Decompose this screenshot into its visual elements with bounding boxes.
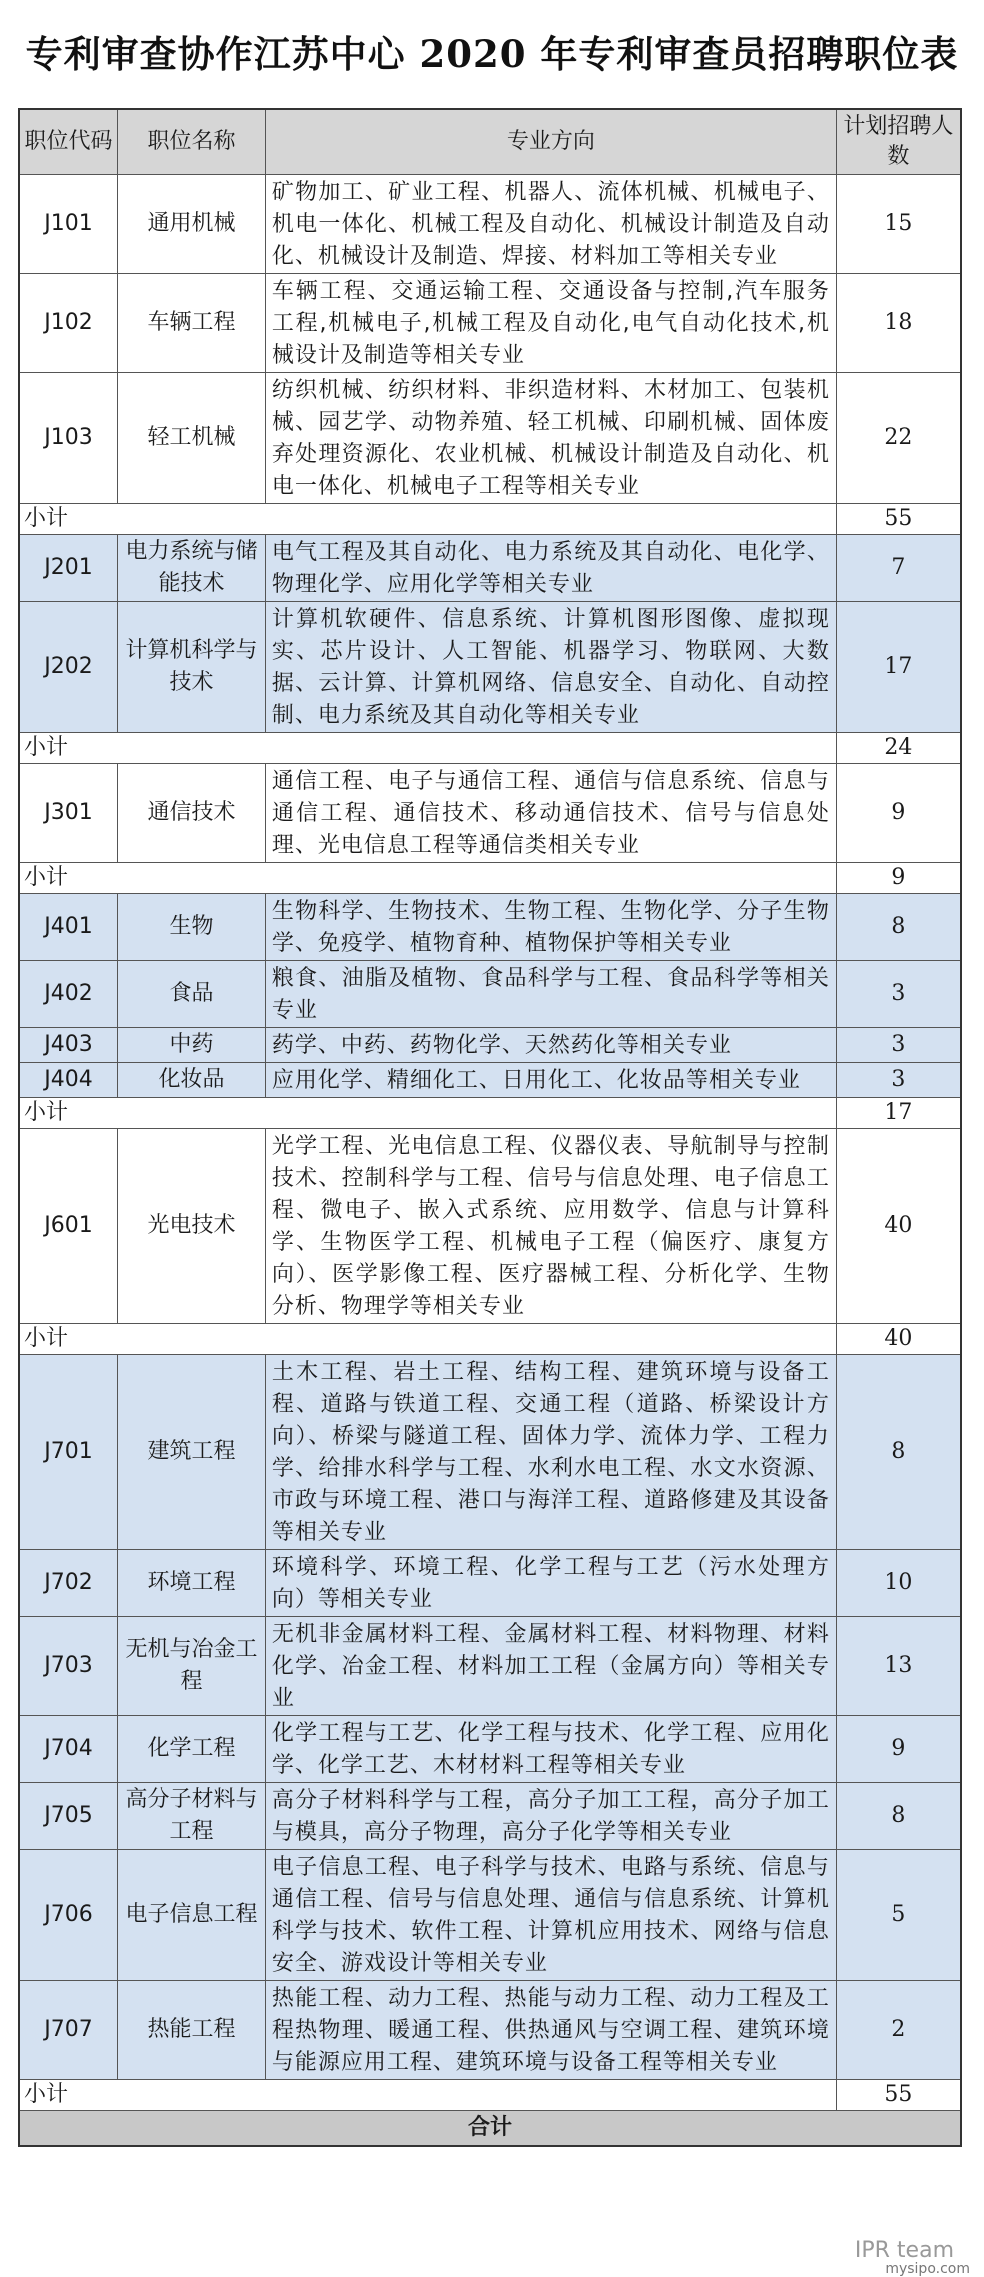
position-code: J706: [19, 1850, 118, 1981]
position-code: J701: [19, 1355, 118, 1550]
position-code: J403: [19, 1028, 118, 1063]
major-direction: 热能工程、动力工程、热能与动力工程、动力工程及工程热物理、暖通工程、供热通风与空调工程、建筑环境与能源应用工程、建筑环境与设备工程等相关专业: [265, 1981, 836, 2080]
subtotal-label: 小计: [19, 504, 836, 535]
position-name: 环境工程: [118, 1550, 266, 1617]
position-name: 化妆品: [118, 1063, 266, 1098]
planned-count: 2: [836, 1981, 961, 2080]
position-code: J103: [19, 373, 118, 504]
position-name: 建筑工程: [118, 1355, 266, 1550]
subtotal-value: 24: [836, 733, 961, 764]
major-direction: 应用化学、精细化工、日用化工、化妆品等相关专业: [265, 1063, 836, 1098]
table-row: [19, 1355, 961, 1550]
position-name: 计算机科学与技术: [118, 602, 266, 733]
planned-count: 7: [836, 535, 961, 602]
position-name: 光电技术: [118, 1129, 266, 1324]
position-code: J202: [19, 602, 118, 733]
subtotal-value: 40: [836, 1324, 961, 1355]
position-name: 生物: [118, 894, 266, 961]
planned-count: 5: [836, 1850, 961, 1981]
subtotal-row: [19, 733, 961, 764]
planned-count: 10: [836, 1550, 961, 1617]
site-watermark: mysipo.com: [885, 2261, 970, 2277]
position-name: 食品: [118, 961, 266, 1028]
planned-count: 9: [836, 1716, 961, 1783]
planned-count: 8: [836, 894, 961, 961]
subtotal-label: 小计: [19, 1098, 836, 1129]
table-row: [19, 1550, 961, 1617]
header-code: 职位代码: [19, 109, 118, 175]
subtotal-label: 小计: [19, 2080, 836, 2111]
table-row: [19, 1617, 961, 1716]
planned-count: 22: [836, 373, 961, 504]
table-row: [19, 1063, 961, 1098]
table-row: [19, 1981, 961, 2080]
position-code: J705: [19, 1783, 118, 1850]
position-name: 通用机械: [118, 175, 266, 274]
major-direction: 环境科学、环境工程、化学工程与工艺（污水处理方向）等相关专业: [265, 1550, 836, 1617]
planned-count: 9: [836, 764, 961, 863]
recruitment-table: [18, 108, 962, 2147]
position-name: 化学工程: [118, 1716, 266, 1783]
position-name: 无机与冶金工程: [118, 1617, 266, 1716]
position-code: J402: [19, 961, 118, 1028]
subtotal-label: 小计: [19, 733, 836, 764]
subtotal-label: 小计: [19, 1324, 836, 1355]
major-direction: 粮食、油脂及植物、食品科学与工程、食品科学等相关专业: [265, 961, 836, 1028]
subtotal-row: [19, 1324, 961, 1355]
table-row: [19, 535, 961, 602]
planned-count: 18: [836, 274, 961, 373]
header-name: 职位名称: [118, 109, 266, 175]
subtotal-row: [19, 1098, 961, 1129]
table-row: [19, 894, 961, 961]
subtotal-row: [19, 863, 961, 894]
table-row: [19, 602, 961, 733]
position-name: 车辆工程: [118, 274, 266, 373]
table-row: [19, 1028, 961, 1063]
major-direction: 矿物加工、矿业工程、机器人、流体机械、机械电子、机电一体化、机械工程及自动化、机械设计制造及自动化、机械设计及制造、焊接、材料加工等相关专业: [265, 175, 836, 274]
position-code: J404: [19, 1063, 118, 1098]
position-name: 热能工程: [118, 1981, 266, 2080]
subtotal-label: 小计: [19, 863, 836, 894]
total-label: 合计: [19, 2111, 961, 2147]
planned-count: 3: [836, 961, 961, 1028]
subtotal-row: [19, 2080, 961, 2111]
planned-count: 40: [836, 1129, 961, 1324]
major-direction: 药学、中药、药物化学、天然药化等相关专业: [265, 1028, 836, 1063]
planned-count: 17: [836, 602, 961, 733]
position-name: 通信技术: [118, 764, 266, 863]
major-direction: 纺织机械、纺织材料、非织造材料、木材加工、包装机械、园艺学、动物养殖、轻工机械、印刷机械、固体废弃处理资源化、农业机械、机械设计制造及自动化、机电一体化、机械电子工程等相关专业: [265, 373, 836, 504]
major-direction: 无机非金属材料工程、金属材料工程、材料物理、材料化学、冶金工程、材料加工工程（金属方向）等相关专业: [265, 1617, 836, 1716]
major-direction: 电气工程及其自动化、电力系统及其自动化、电化学、物理化学、应用化学等相关专业: [265, 535, 836, 602]
page-title: 专利审查协作江苏中心 2020 年专利审查员招聘职位表: [25, 32, 959, 76]
subtotal-value: 55: [836, 504, 961, 535]
table-row: [19, 274, 961, 373]
position-code: J401: [19, 894, 118, 961]
planned-count: 8: [836, 1783, 961, 1850]
position-name: 高分子材料与工程: [118, 1783, 266, 1850]
table-row: [19, 1783, 961, 1850]
subtotal-value: 17: [836, 1098, 961, 1129]
planned-count: 3: [836, 1063, 961, 1098]
major-direction: 生物科学、生物技术、生物工程、生物化学、分子生物学、免疫学、植物育种、植物保护等相关专业: [265, 894, 836, 961]
major-direction: 化学工程与工艺、化学工程与技术、化学工程、应用化学、化学工艺、木材材料工程等相关专业: [265, 1716, 836, 1783]
major-direction: 计算机软硬件、信息系统、计算机图形图像、虚拟现实、芯片设计、人工智能、机器学习、物联网、大数据、云计算、计算机网络、信息安全、自动化、自动控制、电力系统及其自动化等相关专业: [265, 602, 836, 733]
major-direction: 土木工程、岩土工程、结构工程、建筑环境与设备工程、道路与铁道工程、交通工程（道路、桥梁设计方向）、桥梁与隧道工程、固体力学、流体力学、工程力学、给排水科学与工程、水利水电工程、水文水资源、市政与环境工程、港口与海洋工程、道路修建及其设备等相关专业: [265, 1355, 836, 1550]
header-count: 计划招聘人数: [836, 109, 961, 175]
subtotal-value: 55: [836, 2080, 961, 2111]
table-row: [19, 373, 961, 504]
planned-count: 8: [836, 1355, 961, 1550]
table-row: [19, 1716, 961, 1783]
position-code: J703: [19, 1617, 118, 1716]
position-code: J704: [19, 1716, 118, 1783]
position-code: J102: [19, 274, 118, 373]
planned-count: 3: [836, 1028, 961, 1063]
watermark: IPR team: [854, 2238, 954, 2263]
major-direction: 车辆工程、交通运输工程、交通设备与控制,汽车服务工程,机械电子,机械工程及自动化,电气自动化技术,机械设计及制造等相关专业: [265, 274, 836, 373]
position-code: J707: [19, 1981, 118, 2080]
table-row: [19, 961, 961, 1028]
header-major: 专业方向: [265, 109, 836, 175]
major-direction: 通信工程、电子与通信工程、通信与信息系统、信息与通信工程、通信技术、移动通信技术、信号与信息处理、光电信息工程等通信类相关专业: [265, 764, 836, 863]
table-row: [19, 764, 961, 863]
subtotal-row: [19, 504, 961, 535]
position-code: J702: [19, 1550, 118, 1617]
position-code: J601: [19, 1129, 118, 1324]
major-direction: 光学工程、光电信息工程、仪器仪表、导航制导与控制技术、控制科学与工程、信号与信息处理、电子信息工程、微电子、嵌入式系统、应用数学、信息与计算科学、生物医学工程、机械电子工程（偏医疗、康复方向）、医学影像工程、医疗器械工程、分析化学、生物分析、物理学等相关专业: [265, 1129, 836, 1324]
position-code: J301: [19, 764, 118, 863]
position-name: 电力系统与储能技术: [118, 535, 266, 602]
major-direction: 高分子材料科学与工程，高分子加工工程，高分子加工与模具，高分子物理，高分子化学等相关专业: [265, 1783, 836, 1850]
position-code: J101: [19, 175, 118, 274]
position-name: 电子信息工程: [118, 1850, 266, 1981]
table-row: [19, 175, 961, 274]
subtotal-value: 9: [836, 863, 961, 894]
table-row: [19, 1129, 961, 1324]
table-row: [19, 1850, 961, 1981]
table-header: [19, 109, 961, 175]
planned-count: 13: [836, 1617, 961, 1716]
position-name: 中药: [118, 1028, 266, 1063]
planned-count: 15: [836, 175, 961, 274]
total-row: [19, 2111, 961, 2147]
position-name: 轻工机械: [118, 373, 266, 504]
position-code: J201: [19, 535, 118, 602]
major-direction: 电子信息工程、电子科学与技术、电路与系统、信息与通信工程、信号与信息处理、通信与信息系统、计算机科学与技术、软件工程、计算机应用技术、网络与信息安全、游戏设计等相关专业: [265, 1850, 836, 1981]
